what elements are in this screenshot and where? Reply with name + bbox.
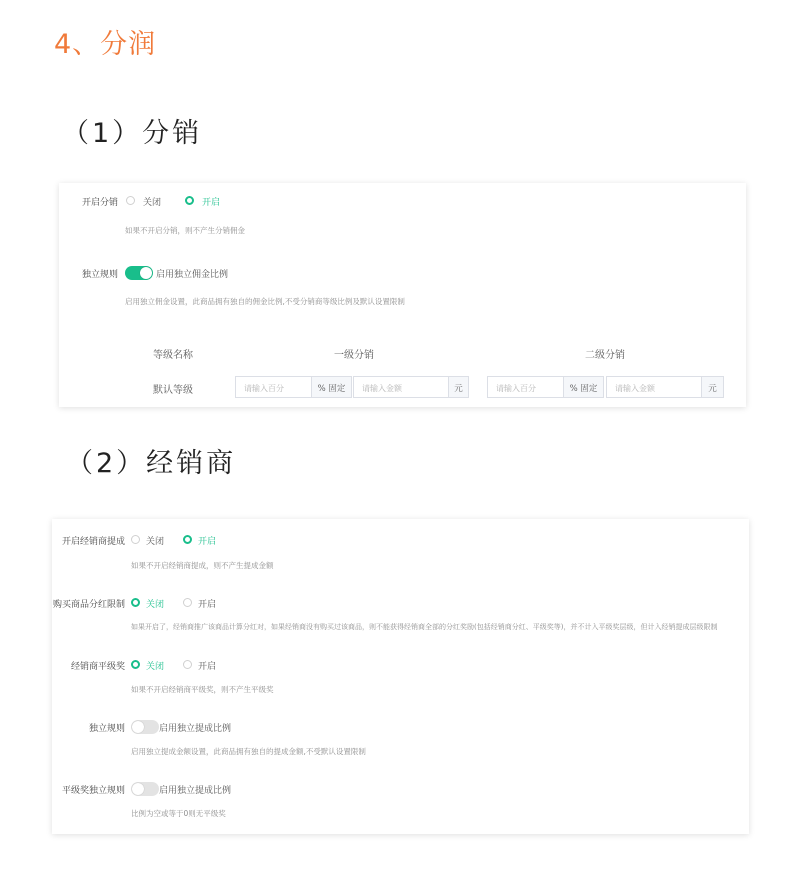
- subsection-title-dealer: （2）经销商: [66, 448, 237, 479]
- dealer-peer-bonus-label: 经销商平级奖: [70, 662, 125, 672]
- dealer-peer-bonus-help: 如果不开启经销商平级奖，则不产生平级奖: [131, 685, 274, 694]
- second-level-percent-input[interactable]: 请输入百分: [487, 376, 564, 398]
- purchase-dividend-limit-help: 如果开启了，经销商推广该商品计算分红对，如果经销商没有购买过该商品，则不能获得经销商全部的分红奖励(包括经销商分红、平级奖等)，并不计入平级奖层级，但计入经销提成层级限制: [131, 623, 718, 631]
- independent-rule-label: 独立规则: [81, 270, 118, 280]
- independent-commission-switch[interactable]: [125, 266, 153, 280]
- dealer-peer-bonus-off-radio[interactable]: [131, 660, 140, 669]
- peer-independent-rule-switch-label: 启用独立提成比例: [159, 786, 232, 796]
- table-header-first-level: 一级分销: [334, 350, 374, 361]
- enable-distribution-label: 开启分销: [81, 198, 118, 208]
- subsection-title-distribution: （1）分销: [62, 118, 203, 149]
- dealer-independent-rule-help: 启用独立提成金额设置，此商品拥有独自的提成金额,不受默认设置限制: [131, 747, 366, 756]
- enable-distribution-on-radio[interactable]: [185, 196, 194, 205]
- dealer-peer-bonus-on-radio[interactable]: [183, 660, 192, 669]
- dealer-independent-rule-switch[interactable]: [131, 720, 159, 734]
- dealer-settings-panel: [52, 519, 749, 834]
- dealer-peer-bonus-on-label[interactable]: 开启: [198, 662, 217, 672]
- peer-independent-rule-label: 平级奖独立规则: [61, 786, 125, 796]
- enable-dealer-commission-label: 开启经销商提成: [61, 537, 125, 547]
- dealer-independent-rule-label: 独立规则: [88, 724, 125, 734]
- first-level-amount-input[interactable]: 请输入金额: [353, 376, 449, 398]
- enable-dealer-commission-help: 如果不开启经销商提成，则不产生提成金额: [131, 561, 274, 570]
- independent-rule-help: 启用独立佣金设置，此商品拥有独自的佣金比例,不受分销商等级比例及默认设置限制: [125, 297, 405, 306]
- second-level-percent-addon: % 固定: [563, 376, 604, 398]
- enable-dealer-commission-off-label[interactable]: 关闭: [146, 537, 165, 547]
- enable-distribution-off-radio[interactable]: [126, 196, 135, 205]
- first-level-percent-addon: % 固定: [311, 376, 352, 398]
- peer-independent-rule-help: 比例为空或等于0则无平级奖: [131, 809, 226, 818]
- enable-distribution-on-label[interactable]: 开启: [202, 198, 221, 208]
- enable-dealer-commission-on-radio[interactable]: [183, 535, 192, 544]
- table-header-second-level: 二级分销: [585, 350, 625, 361]
- dealer-independent-rule-switch-label: 启用独立提成比例: [159, 724, 232, 734]
- distribution-settings-panel: [59, 183, 746, 407]
- purchase-dividend-limit-on-radio[interactable]: [183, 598, 192, 607]
- enable-distribution-help: 如果不开启分销，则不产生分销佣金: [125, 226, 245, 235]
- peer-independent-rule-switch[interactable]: [131, 782, 159, 796]
- enable-distribution-off-label[interactable]: 关闭: [143, 198, 162, 208]
- first-level-percent-input[interactable]: 请输入百分: [235, 376, 312, 398]
- purchase-dividend-limit-off-radio[interactable]: [131, 598, 140, 607]
- first-level-amount-addon: 元: [448, 376, 469, 398]
- enable-dealer-commission-off-radio[interactable]: [131, 535, 140, 544]
- purchase-dividend-limit-off-label[interactable]: 关闭: [146, 600, 165, 610]
- enable-dealer-commission-on-label[interactable]: 开启: [198, 537, 217, 547]
- independent-commission-switch-label: 启用独立佣金比例: [156, 270, 229, 280]
- table-header-level-name: 等级名称: [153, 350, 193, 361]
- second-level-amount-addon: 元: [701, 376, 724, 398]
- dealer-peer-bonus-off-label[interactable]: 关闭: [146, 662, 165, 672]
- second-level-amount-input[interactable]: 请输入金额: [606, 376, 702, 398]
- section-title: 4、分润: [54, 29, 157, 60]
- table-row-level: 默认等级: [153, 385, 193, 396]
- purchase-dividend-limit-on-label[interactable]: 开启: [198, 600, 217, 610]
- purchase-dividend-limit-label: 购买商品分红限制: [52, 600, 125, 610]
